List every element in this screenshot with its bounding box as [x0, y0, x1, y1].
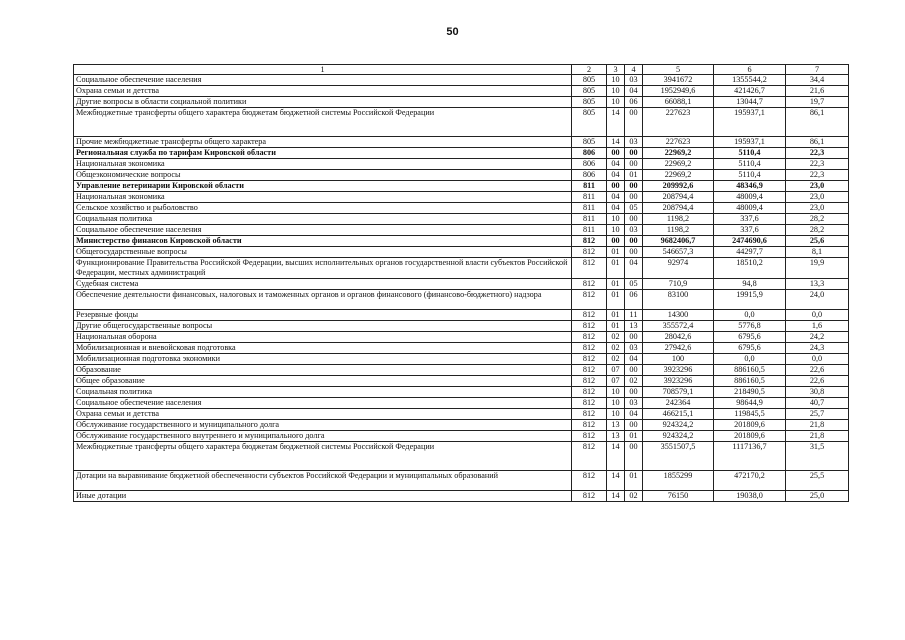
cell-subsection-code: 00	[625, 148, 643, 159]
cell-plan-amount: 710,9	[643, 279, 714, 290]
cell-name: Другие вопросы в области социальной политики	[74, 97, 572, 108]
cell-name: Прочие межбюджетные трансферты общего характера	[74, 137, 572, 148]
cell-subsection-code: 13	[625, 321, 643, 332]
cell-section-code: 10	[607, 387, 625, 398]
cell-percent: 21,6	[786, 86, 849, 97]
cell-ministry-code: 806	[572, 170, 607, 181]
column-header: 3	[607, 65, 625, 75]
cell-percent: 0,0	[786, 310, 849, 321]
cell-plan-amount: 3923296	[643, 376, 714, 387]
table-row	[74, 148, 849, 159]
cell-section-code: 10	[607, 86, 625, 97]
cell-actual-amount: 6795,6	[714, 332, 786, 343]
cell-plan-amount: 1952949,6	[643, 86, 714, 97]
cell-actual-amount: 5776,8	[714, 321, 786, 332]
cell-section-code: 02	[607, 354, 625, 365]
cell-name: Иные дотации	[74, 491, 572, 502]
cell-ministry-code: 805	[572, 86, 607, 97]
cell-actual-amount: 48009,4	[714, 203, 786, 214]
cell-subsection-code: 03	[625, 75, 643, 86]
cell-section-code: 01	[607, 290, 625, 310]
column-header: 4	[625, 65, 643, 75]
table-row	[74, 290, 849, 310]
cell-plan-amount: 28042,6	[643, 332, 714, 343]
cell-percent: 30,8	[786, 387, 849, 398]
cell-actual-amount: 5110,4	[714, 170, 786, 181]
cell-actual-amount: 195937,1	[714, 108, 786, 137]
cell-ministry-code: 812	[572, 258, 607, 279]
cell-actual-amount: 0,0	[714, 354, 786, 365]
cell-plan-amount: 83100	[643, 290, 714, 310]
table-header-row	[74, 65, 849, 75]
table-row	[74, 279, 849, 290]
cell-name: Охрана семьи и детства	[74, 409, 572, 420]
budget-table	[73, 64, 849, 502]
cell-percent: 21,8	[786, 431, 849, 442]
column-header: 5	[643, 65, 714, 75]
cell-ministry-code: 812	[572, 343, 607, 354]
cell-ministry-code: 812	[572, 491, 607, 502]
cell-name: Социальное обеспечение населения	[74, 225, 572, 236]
table-row	[74, 420, 849, 431]
cell-section-code: 01	[607, 258, 625, 279]
table-row	[74, 170, 849, 181]
cell-ministry-code: 805	[572, 108, 607, 137]
cell-percent: 31,5	[786, 442, 849, 471]
cell-percent: 24,2	[786, 332, 849, 343]
cell-section-code: 04	[607, 203, 625, 214]
cell-actual-amount: 201809,6	[714, 431, 786, 442]
cell-actual-amount: 5110,4	[714, 159, 786, 170]
cell-name: Социальное обеспечение населения	[74, 398, 572, 409]
cell-section-code: 14	[607, 137, 625, 148]
cell-section-code: 01	[607, 321, 625, 332]
cell-ministry-code: 805	[572, 97, 607, 108]
table-row	[74, 181, 849, 192]
cell-subsection-code: 06	[625, 290, 643, 310]
column-header: 7	[786, 65, 849, 75]
table-row	[74, 75, 849, 86]
table-row	[74, 321, 849, 332]
cell-percent: 23,0	[786, 192, 849, 203]
cell-subsection-code: 00	[625, 108, 643, 137]
column-header: 1	[74, 65, 572, 75]
cell-name: Образование	[74, 365, 572, 376]
cell-subsection-code: 02	[625, 376, 643, 387]
cell-subsection-code: 04	[625, 354, 643, 365]
cell-percent: 25,5	[786, 471, 849, 491]
cell-actual-amount: 5110,4	[714, 148, 786, 159]
cell-section-code: 01	[607, 279, 625, 290]
table-row	[74, 409, 849, 420]
cell-actual-amount: 18510,2	[714, 258, 786, 279]
cell-plan-amount: 92974	[643, 258, 714, 279]
cell-subsection-code: 03	[625, 343, 643, 354]
table-row	[74, 442, 849, 471]
cell-actual-amount: 6795,6	[714, 343, 786, 354]
cell-plan-amount: 100	[643, 354, 714, 365]
table-row	[74, 343, 849, 354]
cell-actual-amount: 19038,0	[714, 491, 786, 502]
cell-section-code: 10	[607, 398, 625, 409]
table-row	[74, 236, 849, 247]
cell-subsection-code: 00	[625, 387, 643, 398]
cell-ministry-code: 812	[572, 376, 607, 387]
cell-percent: 25,6	[786, 236, 849, 247]
cell-percent: 19,9	[786, 258, 849, 279]
cell-subsection-code: 01	[625, 170, 643, 181]
cell-plan-amount: 9682406,7	[643, 236, 714, 247]
cell-subsection-code: 04	[625, 86, 643, 97]
table-row	[74, 332, 849, 343]
cell-name: Национальная экономика	[74, 192, 572, 203]
cell-name: Обслуживание государственного и муниципального долга	[74, 420, 572, 431]
cell-ministry-code: 812	[572, 279, 607, 290]
cell-section-code: 04	[607, 159, 625, 170]
table-row	[74, 159, 849, 170]
cell-section-code: 07	[607, 376, 625, 387]
cell-ministry-code: 812	[572, 354, 607, 365]
cell-percent: 23,0	[786, 203, 849, 214]
column-header: 2	[572, 65, 607, 75]
cell-section-code: 10	[607, 225, 625, 236]
cell-subsection-code: 00	[625, 442, 643, 471]
cell-ministry-code: 806	[572, 159, 607, 170]
cell-actual-amount: 119845,5	[714, 409, 786, 420]
cell-actual-amount: 13044,7	[714, 97, 786, 108]
table-row	[74, 247, 849, 258]
cell-actual-amount: 48009,4	[714, 192, 786, 203]
cell-subsection-code: 03	[625, 398, 643, 409]
cell-percent: 1,6	[786, 321, 849, 332]
cell-name: Сельское хозяйство и рыболовство	[74, 203, 572, 214]
cell-actual-amount: 0,0	[714, 310, 786, 321]
cell-actual-amount: 44297,7	[714, 247, 786, 258]
cell-plan-amount: 209992,6	[643, 181, 714, 192]
cell-name: Межбюджетные трансферты общего характера бюджетам бюджетной системы Российской Федерации	[74, 108, 572, 137]
table-row	[74, 431, 849, 442]
cell-subsection-code: 05	[625, 279, 643, 290]
cell-plan-amount: 546657,3	[643, 247, 714, 258]
cell-ministry-code: 812	[572, 398, 607, 409]
cell-plan-amount: 22969,2	[643, 159, 714, 170]
cell-plan-amount: 66088,1	[643, 97, 714, 108]
cell-ministry-code: 812	[572, 247, 607, 258]
cell-actual-amount: 337,6	[714, 225, 786, 236]
cell-actual-amount: 472170,2	[714, 471, 786, 491]
cell-ministry-code: 812	[572, 365, 607, 376]
cell-percent: 28,2	[786, 225, 849, 236]
cell-name: Судебная система	[74, 279, 572, 290]
cell-plan-amount: 227623	[643, 108, 714, 137]
cell-section-code: 14	[607, 108, 625, 137]
cell-plan-amount: 466215,1	[643, 409, 714, 420]
table-row	[74, 310, 849, 321]
cell-subsection-code: 00	[625, 214, 643, 225]
cell-subsection-code: 01	[625, 431, 643, 442]
cell-name: Мобилизационная и вневойсковая подготовка	[74, 343, 572, 354]
cell-percent: 25,0	[786, 491, 849, 502]
table-row	[74, 387, 849, 398]
table-row	[74, 108, 849, 137]
cell-subsection-code: 00	[625, 236, 643, 247]
cell-name: Функционирование Правительства Российской Федерации, высших исполнительных органов государственной власти субъектов Российской Федерации, местных администраций	[74, 258, 572, 279]
cell-plan-amount: 1855299	[643, 471, 714, 491]
table-row	[74, 97, 849, 108]
cell-plan-amount: 76150	[643, 491, 714, 502]
cell-plan-amount: 3923296	[643, 365, 714, 376]
cell-plan-amount: 208794,4	[643, 192, 714, 203]
cell-actual-amount: 886160,5	[714, 376, 786, 387]
cell-ministry-code: 811	[572, 225, 607, 236]
cell-percent: 28,2	[786, 214, 849, 225]
cell-plan-amount: 3941672	[643, 75, 714, 86]
cell-subsection-code: 03	[625, 225, 643, 236]
cell-name: Управление ветеринарии Кировской области	[74, 181, 572, 192]
cell-plan-amount: 22969,2	[643, 170, 714, 181]
cell-section-code: 14	[607, 442, 625, 471]
cell-ministry-code: 811	[572, 181, 607, 192]
cell-plan-amount: 355572,4	[643, 321, 714, 332]
cell-percent: 34,4	[786, 75, 849, 86]
column-header: 6	[714, 65, 786, 75]
cell-subsection-code: 04	[625, 258, 643, 279]
cell-name: Межбюджетные трансферты общего характера бюджетам бюджетной системы Российской Федерации	[74, 442, 572, 471]
cell-plan-amount: 1198,2	[643, 214, 714, 225]
cell-plan-amount: 227623	[643, 137, 714, 148]
table-body	[74, 75, 849, 502]
cell-subsection-code: 00	[625, 420, 643, 431]
cell-section-code: 13	[607, 431, 625, 442]
cell-actual-amount: 337,6	[714, 214, 786, 225]
table-row	[74, 258, 849, 279]
cell-name: Резервные фонды	[74, 310, 572, 321]
cell-subsection-code: 01	[625, 471, 643, 491]
table-row	[74, 491, 849, 502]
cell-ministry-code: 812	[572, 310, 607, 321]
cell-actual-amount: 48346,9	[714, 181, 786, 192]
cell-ministry-code: 812	[572, 420, 607, 431]
cell-section-code: 01	[607, 310, 625, 321]
cell-percent: 25,7	[786, 409, 849, 420]
cell-name: Обслуживание государственного внутреннего и муниципального долга	[74, 431, 572, 442]
cell-name: Общегосударственные вопросы	[74, 247, 572, 258]
cell-name: Другие общегосударственные вопросы	[74, 321, 572, 332]
cell-name: Мобилизационная подготовка экономики	[74, 354, 572, 365]
cell-actual-amount: 98644,9	[714, 398, 786, 409]
cell-subsection-code: 00	[625, 247, 643, 258]
cell-name: Социальная политика	[74, 214, 572, 225]
table-row	[74, 203, 849, 214]
cell-name: Региональная служба по тарифам Кировской области	[74, 148, 572, 159]
cell-name: Обеспечение деятельности финансовых, налоговых и таможенных органов и органов финансового (финансово-бюджетного) надзора	[74, 290, 572, 310]
cell-plan-amount: 1198,2	[643, 225, 714, 236]
cell-percent: 24,0	[786, 290, 849, 310]
cell-percent: 23,0	[786, 181, 849, 192]
cell-section-code: 01	[607, 247, 625, 258]
cell-subsection-code: 03	[625, 137, 643, 148]
cell-percent: 22,6	[786, 376, 849, 387]
cell-percent: 0,0	[786, 354, 849, 365]
cell-percent: 22,3	[786, 159, 849, 170]
cell-percent: 8,1	[786, 247, 849, 258]
cell-subsection-code: 02	[625, 491, 643, 502]
cell-plan-amount: 3551507,5	[643, 442, 714, 471]
table-row	[74, 192, 849, 203]
cell-name: Дотации на выравнивание бюджетной обеспеченности субъектов Российской Федерации и муниципальных образований	[74, 471, 572, 491]
cell-subsection-code: 00	[625, 365, 643, 376]
table-row	[74, 398, 849, 409]
cell-section-code: 00	[607, 236, 625, 247]
cell-plan-amount: 924324,2	[643, 431, 714, 442]
table-row	[74, 86, 849, 97]
cell-actual-amount: 218490,5	[714, 387, 786, 398]
cell-name: Социальная политика	[74, 387, 572, 398]
cell-ministry-code: 812	[572, 321, 607, 332]
cell-subsection-code: 00	[625, 181, 643, 192]
cell-name: Общеэкономические вопросы	[74, 170, 572, 181]
cell-subsection-code: 00	[625, 332, 643, 343]
cell-ministry-code: 811	[572, 203, 607, 214]
cell-percent: 86,1	[786, 137, 849, 148]
cell-plan-amount: 924324,2	[643, 420, 714, 431]
table-row	[74, 376, 849, 387]
cell-section-code: 10	[607, 214, 625, 225]
cell-actual-amount: 1117136,7	[714, 442, 786, 471]
cell-ministry-code: 811	[572, 214, 607, 225]
table-row	[74, 225, 849, 236]
cell-ministry-code: 812	[572, 471, 607, 491]
cell-ministry-code: 812	[572, 409, 607, 420]
cell-section-code: 00	[607, 181, 625, 192]
cell-percent: 21,8	[786, 420, 849, 431]
cell-ministry-code: 805	[572, 137, 607, 148]
cell-ministry-code: 811	[572, 192, 607, 203]
cell-actual-amount: 94,8	[714, 279, 786, 290]
cell-section-code: 00	[607, 148, 625, 159]
cell-name: Общее образование	[74, 376, 572, 387]
cell-subsection-code: 11	[625, 310, 643, 321]
cell-section-code: 02	[607, 343, 625, 354]
cell-actual-amount: 19915,9	[714, 290, 786, 310]
cell-percent: 22,3	[786, 148, 849, 159]
cell-ministry-code: 812	[572, 442, 607, 471]
cell-ministry-code: 812	[572, 236, 607, 247]
cell-section-code: 02	[607, 332, 625, 343]
cell-actual-amount: 195937,1	[714, 137, 786, 148]
cell-plan-amount: 242364	[643, 398, 714, 409]
table-row	[74, 137, 849, 148]
cell-plan-amount: 14300	[643, 310, 714, 321]
cell-section-code: 04	[607, 192, 625, 203]
cell-section-code: 10	[607, 409, 625, 420]
cell-actual-amount: 421426,7	[714, 86, 786, 97]
cell-percent: 86,1	[786, 108, 849, 137]
cell-ministry-code: 805	[572, 75, 607, 86]
cell-percent: 24,3	[786, 343, 849, 354]
cell-subsection-code: 05	[625, 203, 643, 214]
cell-ministry-code: 812	[572, 332, 607, 343]
cell-plan-amount: 208794,4	[643, 203, 714, 214]
cell-subsection-code: 00	[625, 192, 643, 203]
cell-percent: 22,6	[786, 365, 849, 376]
cell-ministry-code: 812	[572, 431, 607, 442]
cell-plan-amount: 27942,6	[643, 343, 714, 354]
cell-actual-amount: 201809,6	[714, 420, 786, 431]
cell-plan-amount: 708579,1	[643, 387, 714, 398]
cell-subsection-code: 04	[625, 409, 643, 420]
cell-section-code: 07	[607, 365, 625, 376]
cell-percent: 13,3	[786, 279, 849, 290]
cell-actual-amount: 886160,5	[714, 365, 786, 376]
table-row	[74, 354, 849, 365]
cell-section-code: 04	[607, 170, 625, 181]
cell-subsection-code: 06	[625, 97, 643, 108]
cell-name: Министерство финансов Кировской области	[74, 236, 572, 247]
cell-name: Охрана семьи и детства	[74, 86, 572, 97]
table-row	[74, 214, 849, 225]
cell-name: Национальная экономика	[74, 159, 572, 170]
cell-subsection-code: 00	[625, 159, 643, 170]
cell-percent: 19,7	[786, 97, 849, 108]
cell-section-code: 14	[607, 491, 625, 502]
cell-ministry-code: 806	[572, 148, 607, 159]
cell-percent: 40,7	[786, 398, 849, 409]
cell-section-code: 13	[607, 420, 625, 431]
cell-section-code: 10	[607, 97, 625, 108]
table-row	[74, 471, 849, 491]
cell-ministry-code: 812	[572, 290, 607, 310]
cell-actual-amount: 2474690,6	[714, 236, 786, 247]
cell-section-code: 14	[607, 471, 625, 491]
cell-name: Социальное обеспечение населения	[74, 75, 572, 86]
table-row	[74, 365, 849, 376]
cell-plan-amount: 22969,2	[643, 148, 714, 159]
page-number: 50	[446, 26, 459, 38]
cell-percent: 22,3	[786, 170, 849, 181]
cell-section-code: 10	[607, 75, 625, 86]
cell-name: Национальная оборона	[74, 332, 572, 343]
cell-ministry-code: 812	[572, 387, 607, 398]
cell-actual-amount: 1355544,2	[714, 75, 786, 86]
